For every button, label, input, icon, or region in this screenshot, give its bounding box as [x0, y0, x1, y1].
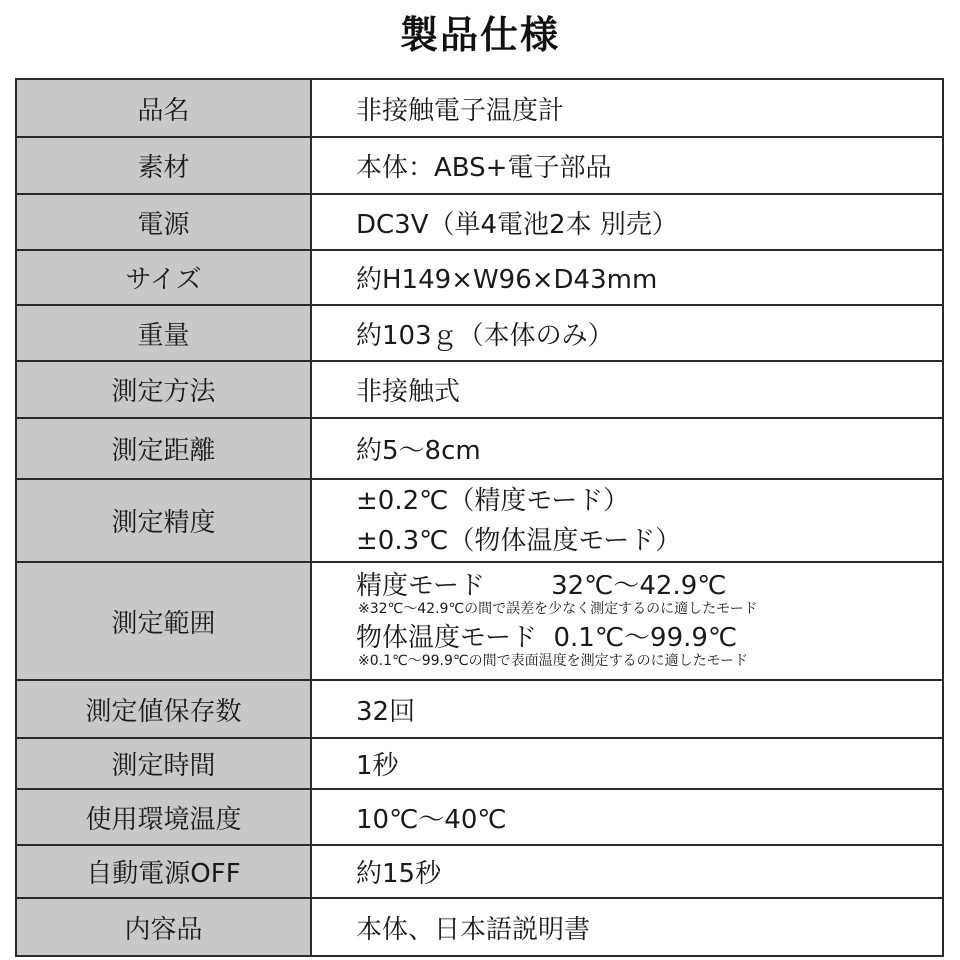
- row-value: DC3V（単4電池2本 別売）: [311, 194, 943, 250]
- row-value: 本体：ABS+電子部品: [311, 137, 943, 194]
- spec-table: [15, 78, 944, 957]
- row-value: 32回: [311, 680, 943, 738]
- row-value: 約5〜8cm: [311, 418, 943, 479]
- row-label: 品名: [16, 79, 311, 137]
- row-label: 測定距離: [16, 418, 311, 479]
- table-row: [16, 562, 943, 680]
- range-note: ※32℃〜42.9℃の間で誤差を少なく測定するのに適したモード: [358, 601, 758, 617]
- row-label: サイズ: [16, 250, 311, 305]
- page-title: 製品仕様: [399, 13, 560, 57]
- range-value: 0.1℃〜99.9℃: [553, 623, 738, 653]
- row-label: 内容品: [16, 898, 311, 956]
- row-value: 非接触式: [311, 361, 943, 418]
- row-value: 約15秒: [311, 845, 943, 898]
- table-row: [16, 680, 943, 738]
- range-mode: 精度モード: [356, 571, 485, 601]
- row-value: 1秒: [311, 738, 943, 789]
- range-line: [356, 572, 942, 600]
- row-label: 測定値保存数: [16, 680, 311, 738]
- table-row: [16, 194, 943, 250]
- row-label: 素材: [16, 137, 311, 194]
- row-label: 測定精度: [16, 479, 311, 562]
- accuracy-line: ±0.2℃（精度モード）: [356, 485, 630, 516]
- row-label: 自動電源OFF: [16, 845, 311, 898]
- row-value: [311, 479, 943, 562]
- table-row: [16, 845, 943, 898]
- table-row: [16, 137, 943, 194]
- row-label: 使用環境温度: [16, 789, 311, 845]
- row-value: 非接触電子温度計: [311, 79, 943, 137]
- range-note: ※0.1℃〜99.9℃の間で表面温度を測定するのに適したモード: [358, 653, 749, 669]
- row-value: 約H149×W96×D43mm: [311, 250, 943, 305]
- row-value: 本体、日本語説明書: [311, 898, 943, 956]
- table-row: [16, 418, 943, 479]
- table-row: [16, 250, 943, 305]
- table-row: [16, 738, 943, 789]
- table-row: [16, 361, 943, 418]
- accuracy-line: ±0.3℃（物体温度モード）: [356, 525, 682, 556]
- table-row: [16, 479, 943, 562]
- table-row: [16, 305, 943, 361]
- row-value: [311, 562, 943, 680]
- row-label: 測定範囲: [16, 562, 311, 680]
- range-value: 32℃〜42.9℃: [551, 571, 727, 601]
- row-label: 測定時間: [16, 738, 311, 789]
- table-row: [16, 898, 943, 956]
- row-value: 10℃〜40℃: [311, 789, 943, 845]
- row-label: 電源: [16, 194, 311, 250]
- row-label: 重量: [16, 305, 311, 361]
- range-mode: 物体温度モード: [356, 623, 537, 653]
- range-line: [356, 624, 942, 652]
- table-row: [16, 789, 943, 845]
- table-row: [16, 79, 943, 137]
- row-value: 約103ｇ（本体のみ）: [311, 305, 943, 361]
- row-label: 測定方法: [16, 361, 311, 418]
